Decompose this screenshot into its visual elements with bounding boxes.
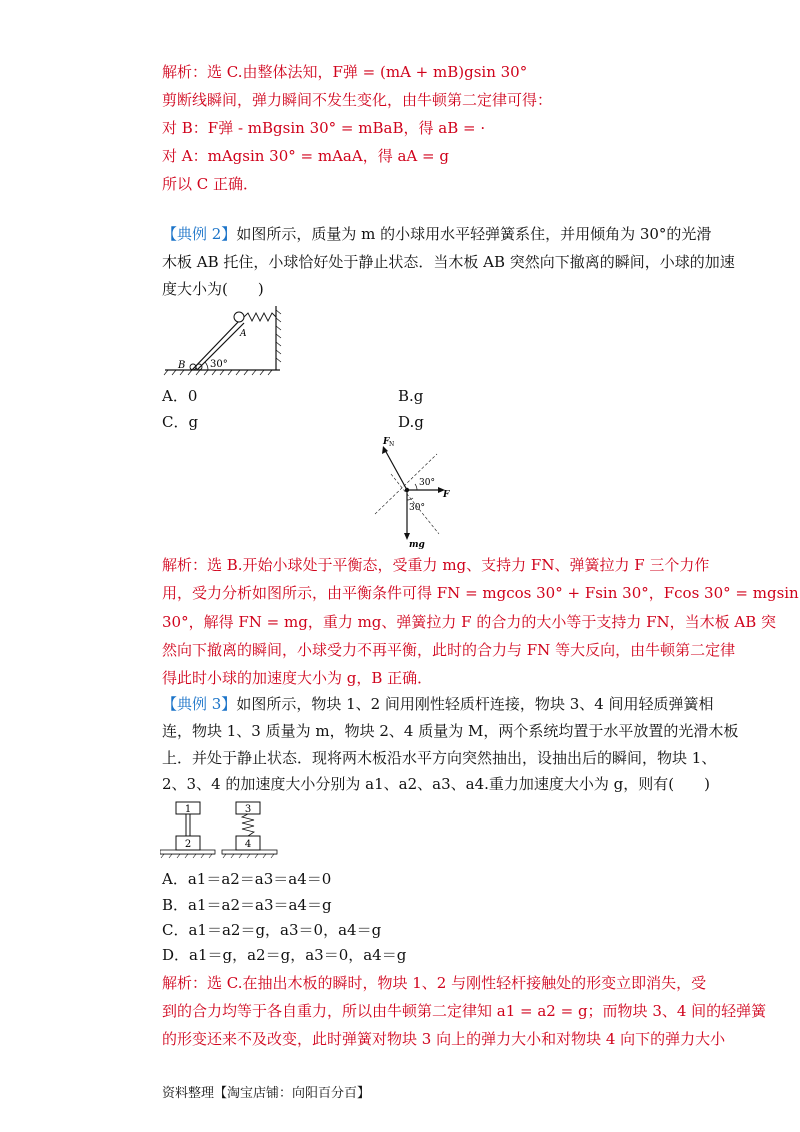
point-b-label: B	[178, 360, 186, 371]
solution3-line1: 解析：选 C.在抽出木板的瞬时，物块 1、2 与刚性轻杆接触处的形变立即消失，受	[162, 974, 707, 992]
f-label: F	[443, 490, 450, 500]
example2-line3: 度大小为( )	[162, 280, 264, 298]
example3-line4: 2、3、4 的加速度大小分别为 a1、a2、a3、a4.重力加速度大小为 g，则有( )	[162, 775, 710, 793]
example2-option-a: A．0	[162, 387, 198, 405]
example3-line2: 连，物块 1、3 质量为 m，物块 2、4 质量为 M，两个系统均置于水平放置的光滑木板	[162, 722, 739, 740]
incline-spring-figure	[160, 300, 290, 378]
example2-text1: 如图所示，质量为 m 的小球用水平轻弹簧系住，并用倾角为 30°的光滑	[236, 225, 712, 243]
example2-option-d: D.g	[398, 413, 424, 431]
block-3-label: 3	[244, 804, 252, 815]
fn-label: F	[383, 437, 390, 447]
example2-tag: 【典例 2】	[162, 225, 237, 243]
solution1-line3: 对 B：F弹 - mBgsin 30° = mBaB，得 aB = ·	[162, 119, 486, 137]
example3-option-a: A．a1＝a2＝a3＝a4＝0	[162, 870, 332, 888]
angle-label-top: 30°	[419, 478, 435, 488]
mg-label: mg	[409, 540, 425, 550]
example3-line1	[162, 694, 714, 714]
angle-label: 30°	[210, 359, 228, 370]
example2-line1	[162, 224, 711, 244]
solution1-line1: 解析：选 C.由整体法知，F弹 = (mA + mB)gsin 30°	[162, 63, 528, 81]
solution2-line2: 用，受力分析如图所示，由平衡条件可得 FN = mgcos 30° + Fsin 30°，Fcos 30° = mgsin	[162, 584, 799, 602]
fn-subscript: N	[389, 441, 395, 448]
example2-line2: 木板 AB 托住，小球恰好处于静止状态．当木板 AB 突然向下撤离的瞬间，小球的加速	[162, 253, 735, 271]
block-4-label: 4	[244, 839, 252, 850]
example2-option-b: B.g	[398, 387, 424, 405]
solution1-line4: 对 A：mAgsin 30° = mAaA，得 aA = g	[162, 147, 449, 165]
example3-option-c: C．a1＝a2＝g，a3＝0，a4＝g	[162, 921, 382, 939]
example3-line3: 上．并处于静止状态．现将两木板沿水平方向突然抽出，设抽出后的瞬间，物块 1、	[162, 749, 717, 767]
footer-note: 资料整理【淘宝店铺：向阳百分百】	[162, 1086, 371, 1101]
block-2-label: 2	[184, 839, 192, 850]
example3-text1: 如图所示，物块 1、2 间用刚性轻质杆连接，物块 3、4 间用轻质弹簧相	[236, 695, 714, 713]
example3-option-d: D．a1＝g，a2＝g，a3＝0，a4＝g	[162, 946, 407, 964]
blocks-figure	[160, 800, 280, 862]
example2-option-c: C．g	[162, 413, 199, 431]
block-1-label: 1	[184, 804, 192, 815]
example3-tag: 【典例 3】	[162, 695, 237, 713]
solution2-line5: 得此时小球的加速度大小为 g，B 正确．	[162, 669, 433, 687]
solution3-line2: 到的合力均等于各自重力，所以由牛顿第二定律知 a1 = a2 = g；而物块 3、4 间的轻弹簧	[162, 1002, 767, 1020]
angle-label-bottom: 30°	[409, 503, 425, 513]
force-diagram	[365, 434, 465, 552]
point-a-label: A	[240, 329, 247, 339]
solution2-line1: 解析：选 B.开始小球处于平衡态，受重力 mg、支持力 FN、弹簧拉力 F 三个力作	[162, 556, 710, 574]
solution3-line3: 的形变还来不及改变，此时弹簧对物块 3 向上的弹力大小和对物块 4 向下的弹力大小	[162, 1030, 726, 1048]
example3-option-b: B．a1＝a2＝a3＝a4＝g	[162, 896, 332, 914]
solution2-line4: 然向下撤离的瞬间，小球受力不再平衡，此时的合力与 FN 等大反向，由牛顿第二定律	[162, 641, 736, 659]
solution1-line2: 剪断线瞬间，弹力瞬间不发生变化，由牛顿第二定律可得：	[162, 91, 553, 109]
solution2-line3: 30°，解得 FN = mg，重力 mg、弹簧拉力 F 的合力的大小等于支持力 FN，当木板 AB 突	[162, 613, 777, 631]
solution1-line5: 所以 C 正确．	[162, 175, 259, 193]
